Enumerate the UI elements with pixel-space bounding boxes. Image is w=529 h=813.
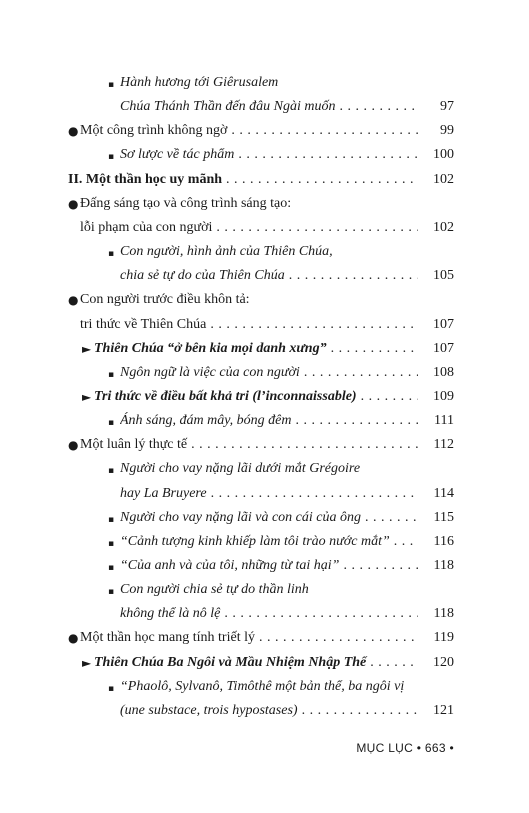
toc-entry <box>0 458 529 480</box>
toc-entry-page: 108 <box>429 363 454 383</box>
toc-entry-title: Một công trình không ngờ . . . <box>80 121 418 141</box>
toc-entry <box>0 579 529 601</box>
toc-entry-page: 119 <box>430 628 454 648</box>
toc-entry-page: 109 <box>429 387 454 407</box>
toc-entry-title: không thể là nô lệ . . . <box>120 604 418 624</box>
toc-entry-marker: ▪ <box>108 418 115 429</box>
toc-entry-title: Đấng sáng tạo và công trình sáng tạo: <box>80 195 292 211</box>
toc-entry-title: Người cho vay nặng lãi và con cái của ông . . . <box>120 508 418 528</box>
toc-entry-title: Thiên Chúa Ba Ngôi và Mầu Nhiệm Nhập Thể . . . <box>94 653 418 673</box>
toc-entry-title: Con người, hình ảnh của Thiên Chúa, <box>120 244 333 259</box>
toc-entry-title: Người cho vay nặng lãi dưới mắt Grégoire <box>120 461 361 477</box>
toc-entry <box>0 483 529 505</box>
footer-page-number: 663 <box>424 741 446 755</box>
toc-entry-page: 112 <box>430 435 454 455</box>
toc-entry <box>0 96 529 118</box>
toc-entry-marker: ● <box>68 196 79 211</box>
toc-entry <box>0 241 529 263</box>
toc-entry <box>0 169 529 191</box>
toc-entry-page: 102 <box>429 218 454 238</box>
toc-entry <box>0 289 529 311</box>
toc-entry-title: “Phaolô, Sylvanô, Timôthê một bản thể, ba ngôi vị <box>120 678 405 694</box>
toc-entry-page: 118 <box>430 604 454 624</box>
toc-entry-title: Một luân lý thực tế . . . <box>80 435 418 455</box>
footer-bullet-left: • <box>416 741 422 755</box>
toc-entry-title: Sơ lược về tác phẩm . . . <box>120 145 418 165</box>
toc-entry-title: hay La Bruyere . . . <box>120 484 418 504</box>
toc-entry-marker: ▪ <box>108 538 115 549</box>
toc-entry-page: 118 <box>430 556 454 576</box>
toc-entry-title: Tri thức về điều bất khả tri (l’inconnaissable) . . . <box>94 387 418 407</box>
toc-entry-page: 114 <box>430 484 454 504</box>
toc-entry-marker: ● <box>68 124 79 139</box>
toc-entry-page: 107 <box>429 339 454 359</box>
toc-entry-marker: ▪ <box>108 587 115 598</box>
toc-entry-marker: ▪ <box>108 514 115 525</box>
toc-entry-marker: ► <box>82 389 92 404</box>
toc-entry-marker: ● <box>68 438 79 453</box>
toc-entry-title: Chúa Thánh Thần đến đâu Ngài muốn . . . <box>120 97 418 117</box>
toc-entry-title: Thiên Chúa “ở bên kia mọi danh xưng” . . . <box>94 339 418 359</box>
toc-entry-marker: ► <box>82 655 92 670</box>
toc-entry-title: Hành hương tới Giêrusalem <box>120 75 279 90</box>
toc-entry <box>0 217 529 239</box>
toc-entry <box>0 507 529 529</box>
toc-entry-page: 102 <box>429 170 454 190</box>
toc-entry <box>0 386 529 408</box>
toc-entry <box>0 120 529 142</box>
toc-entry-marker: ▪ <box>108 152 115 163</box>
toc-entry <box>0 144 529 166</box>
toc-entry <box>0 676 529 698</box>
toc-entry-title: (une substace, trois hypostases) . . . <box>120 701 418 721</box>
toc-entry <box>0 410 529 432</box>
toc-entry-marker: ► <box>82 341 92 356</box>
toc-entry-marker: ▪ <box>108 466 115 477</box>
toc-entry-page: 105 <box>429 266 454 286</box>
footer-section-title: MỤC LỤC <box>356 741 414 755</box>
toc-entry <box>0 265 529 287</box>
toc-entry <box>0 627 529 649</box>
toc-entry <box>0 314 529 336</box>
toc-entry-marker: ▪ <box>108 369 115 380</box>
footer-bullet-right: • <box>449 741 454 755</box>
toc-entry <box>0 700 529 722</box>
toc-entry <box>0 72 529 94</box>
toc-entry-title: Con người trước điều khôn tả: <box>80 292 250 308</box>
toc-entry-title: Ánh sáng, đám mây, bóng đêm . . . <box>120 411 418 431</box>
toc-entry <box>0 193 529 215</box>
toc-entry <box>0 362 529 384</box>
toc-entry-marker: ▪ <box>108 563 115 573</box>
toc-entry-page: 111 <box>430 411 454 431</box>
toc-entry-page: 99 <box>436 121 454 141</box>
toc-entry-page: 116 <box>430 532 454 552</box>
toc-entry-title: “Của anh và của tôi, những từ tai hại” . . . <box>120 556 418 576</box>
toc-entry-title: Con người chia sẻ tự do thần linh <box>120 582 309 598</box>
toc-entry-page: 107 <box>429 315 454 335</box>
toc-entry <box>0 603 529 625</box>
toc-entry-page: 115 <box>430 508 454 528</box>
toc-entry-title: II. Một thần học uy mãnh . . . <box>68 170 418 190</box>
toc-entry-page: 120 <box>429 653 454 673</box>
toc-entry <box>0 338 529 360</box>
toc-entry-title: tri thức về Thiên Chúa . . . <box>80 315 418 335</box>
toc-entry-title: Một thần học mang tính triết lý . . . <box>80 628 418 648</box>
page-footer <box>356 741 454 755</box>
toc-entry <box>0 555 529 577</box>
toc-entry <box>0 434 529 456</box>
toc-entry-title: “Cảnh tượng kinh khiếp làm tôi trào nước mắt” . . . <box>120 532 418 552</box>
toc-entry-marker: ▪ <box>108 683 115 694</box>
toc-entry <box>0 531 529 553</box>
toc-entry-page: 97 <box>436 97 454 117</box>
toc-entry-title: lỗi phạm của con người . . . <box>80 218 418 238</box>
toc-entry-marker: ▪ <box>108 249 115 259</box>
toc-entry-marker: ● <box>68 631 79 646</box>
toc-entry <box>0 652 529 674</box>
toc-entry-title: chia sẻ tự do của Thiên Chúa . . . <box>120 266 418 286</box>
toc-entry-marker: ▪ <box>108 80 115 90</box>
toc-entry-marker: ● <box>68 293 79 308</box>
toc-entry-title: Ngôn ngữ là việc của con người . . . <box>120 363 418 383</box>
toc-entry-page: 121 <box>429 701 454 721</box>
toc-entry-page: 100 <box>429 145 454 165</box>
